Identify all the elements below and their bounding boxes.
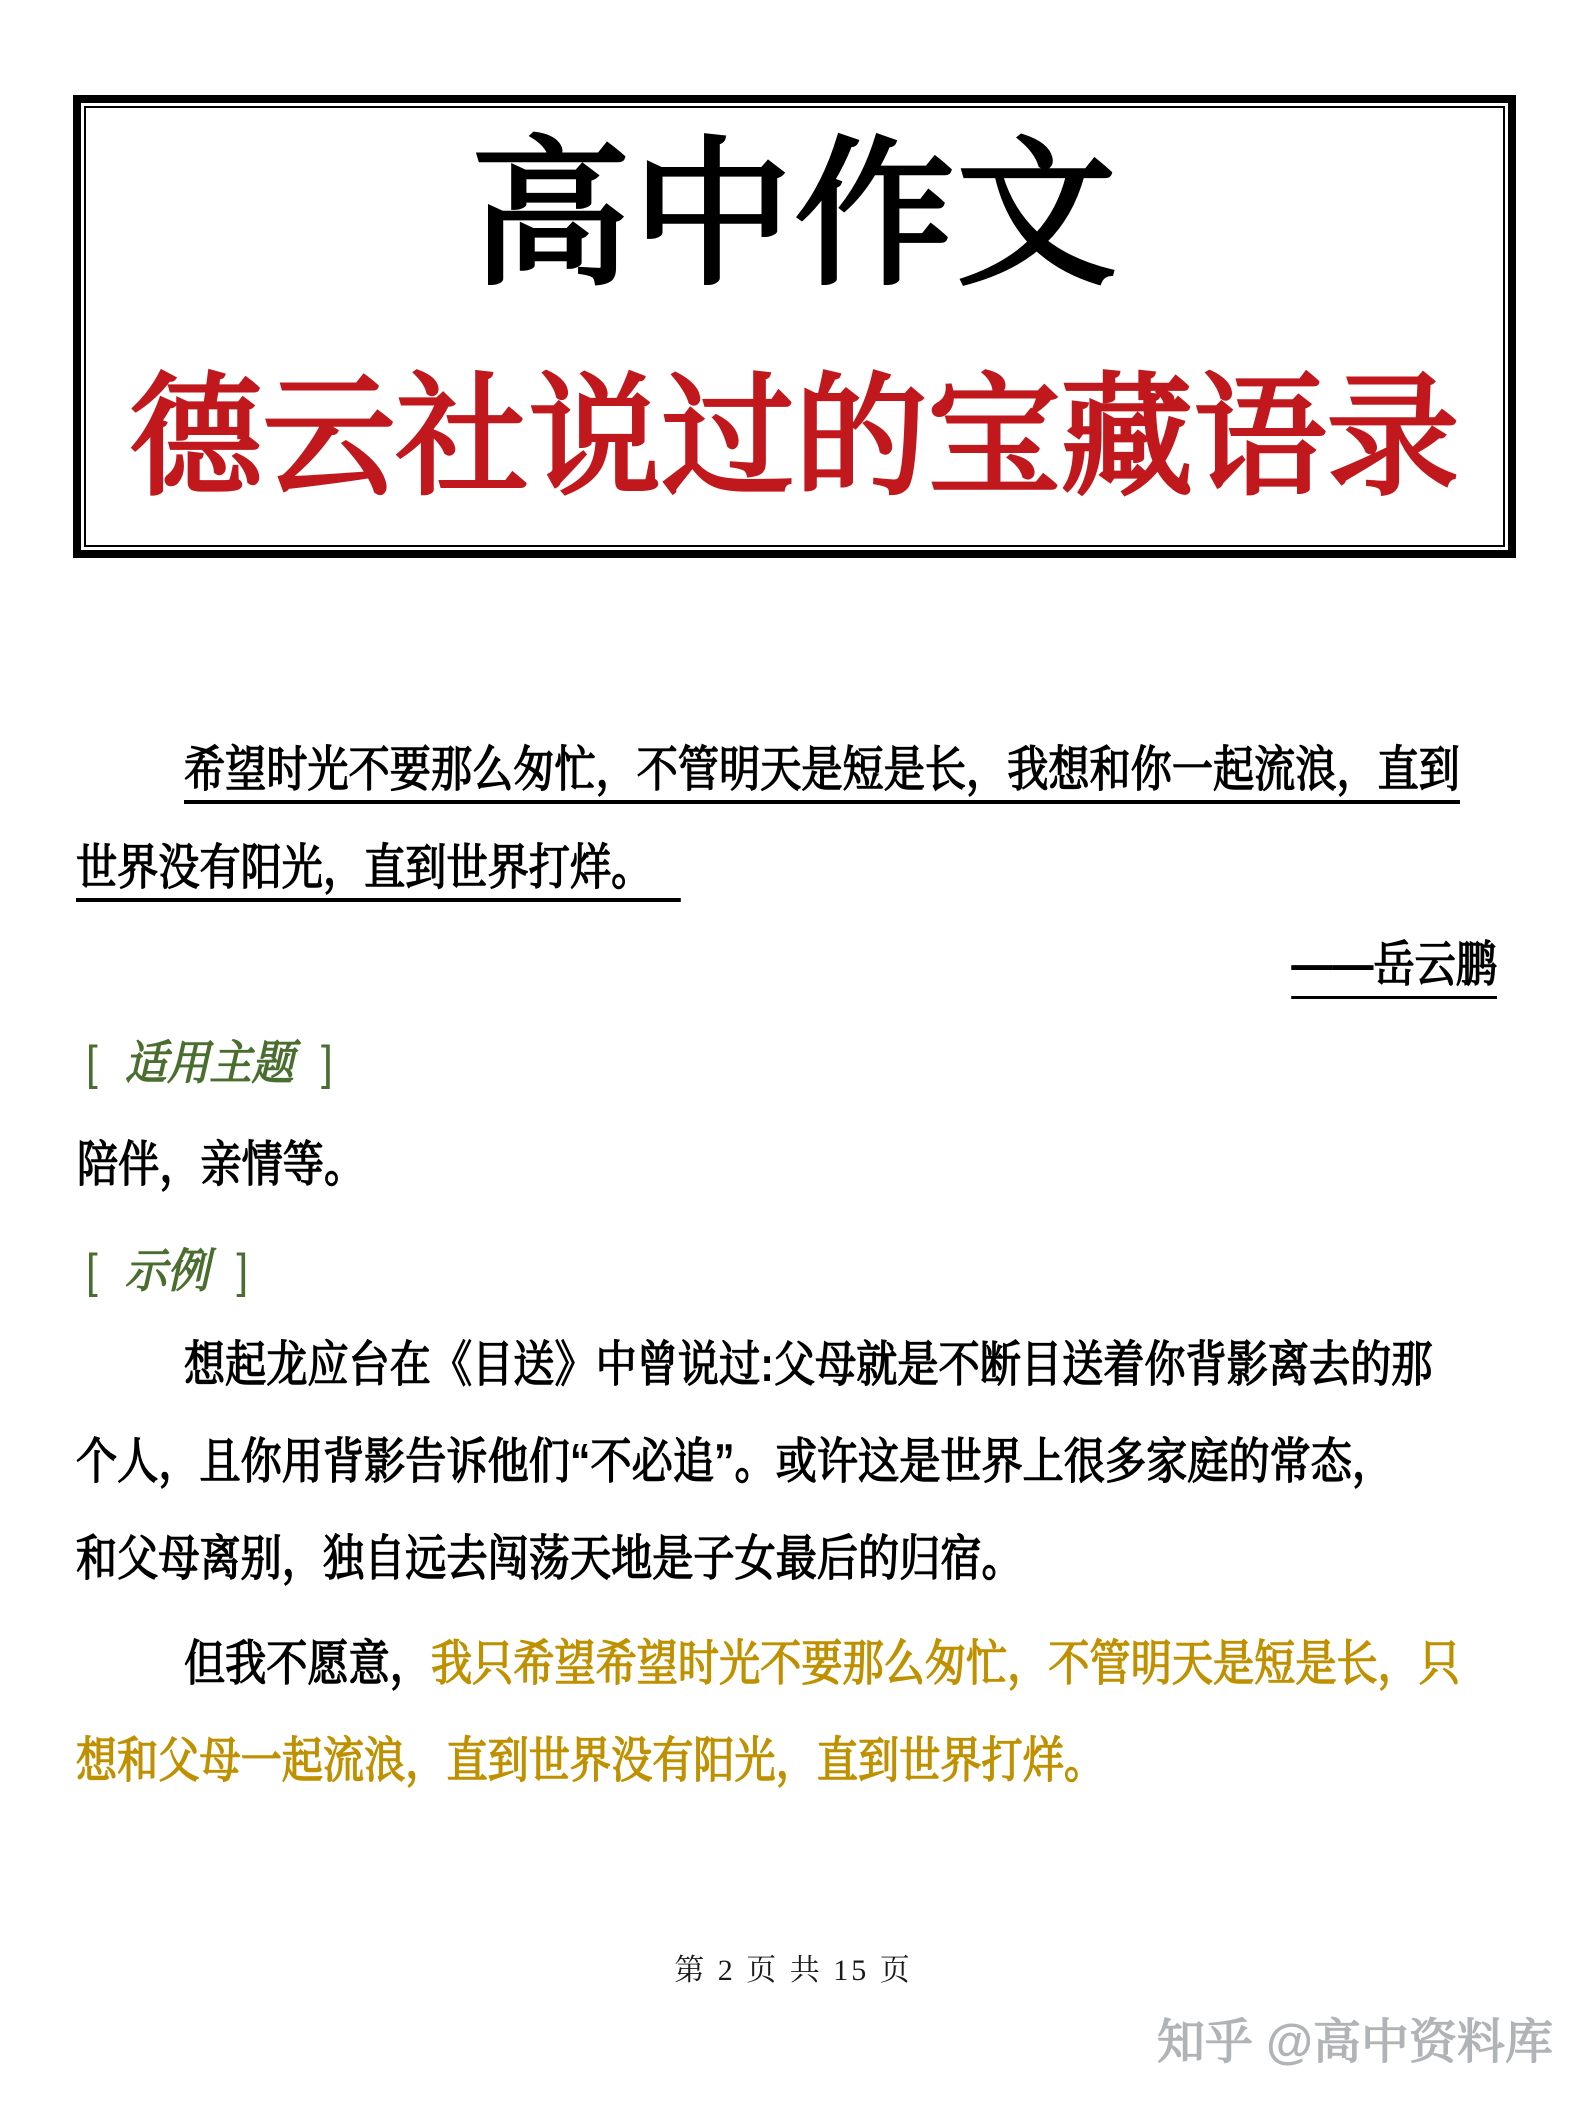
page-subtitle: 德云社说过的宝藏语录 <box>129 364 1460 512</box>
example-line-1: 想起龙应台在《目送》中曾说过:父母就是不断目送着你背影离去的那 <box>184 1338 1433 1392</box>
theme-content: 陪伴，亲情等。 <box>77 1138 366 1192</box>
example-label-text: 示例 <box>124 1244 210 1297</box>
watermark: 知乎 @高中资料库 <box>1156 2016 1553 2069</box>
opinion-line-1-black: 但我不愿意， <box>184 1637 431 1691</box>
opinion-line-2: 想和父母一起流浪，直到世界没有阳光，直到世界打烊。 <box>76 1734 1106 1788</box>
theme-bracket-close: ] <box>320 1036 333 1089</box>
example-bracket-open: [ <box>86 1244 98 1297</box>
theme-bracket-open: [ <box>86 1036 98 1089</box>
header-box-inner <box>84 106 1505 547</box>
example-line-2: 个人，且你用背影告诉他们“不必追”。或许这是世界上很多家庭的常态， <box>76 1435 1394 1489</box>
example-bracket-close: ] <box>236 1244 249 1297</box>
page-title: 高中作文 <box>470 127 1119 305</box>
quote-line-2 <box>76 841 681 895</box>
opinion-line-1-gold: 我只希望希望时光不要那么匆忙，不管明天是短是长，只 <box>430 1637 1460 1691</box>
page-footer: 第 2 页 共 15 页 <box>674 1954 913 1987</box>
header-box <box>73 95 1516 558</box>
quote-line-2-text: 世界没有阳光，直到世界打烊。 <box>76 841 681 902</box>
example-line-3: 和父母离别，独自远去闯荡天地是子女最后的归宿。 <box>76 1532 1023 1586</box>
quote-attribution <box>1291 938 1497 992</box>
section-label-theme <box>86 1038 333 1087</box>
quote-line-1 <box>184 743 1460 797</box>
quote-line-1-text: 希望时光不要那么匆忙，不管明天是短是长，我想和你一起流浪，直到 <box>184 743 1460 804</box>
opinion-line-1 <box>184 1637 1460 1691</box>
theme-label-text: 适用主题 <box>124 1036 294 1089</box>
quote-attribution-text: ——岳云鹏 <box>1291 938 1497 999</box>
section-label-example <box>86 1246 248 1295</box>
